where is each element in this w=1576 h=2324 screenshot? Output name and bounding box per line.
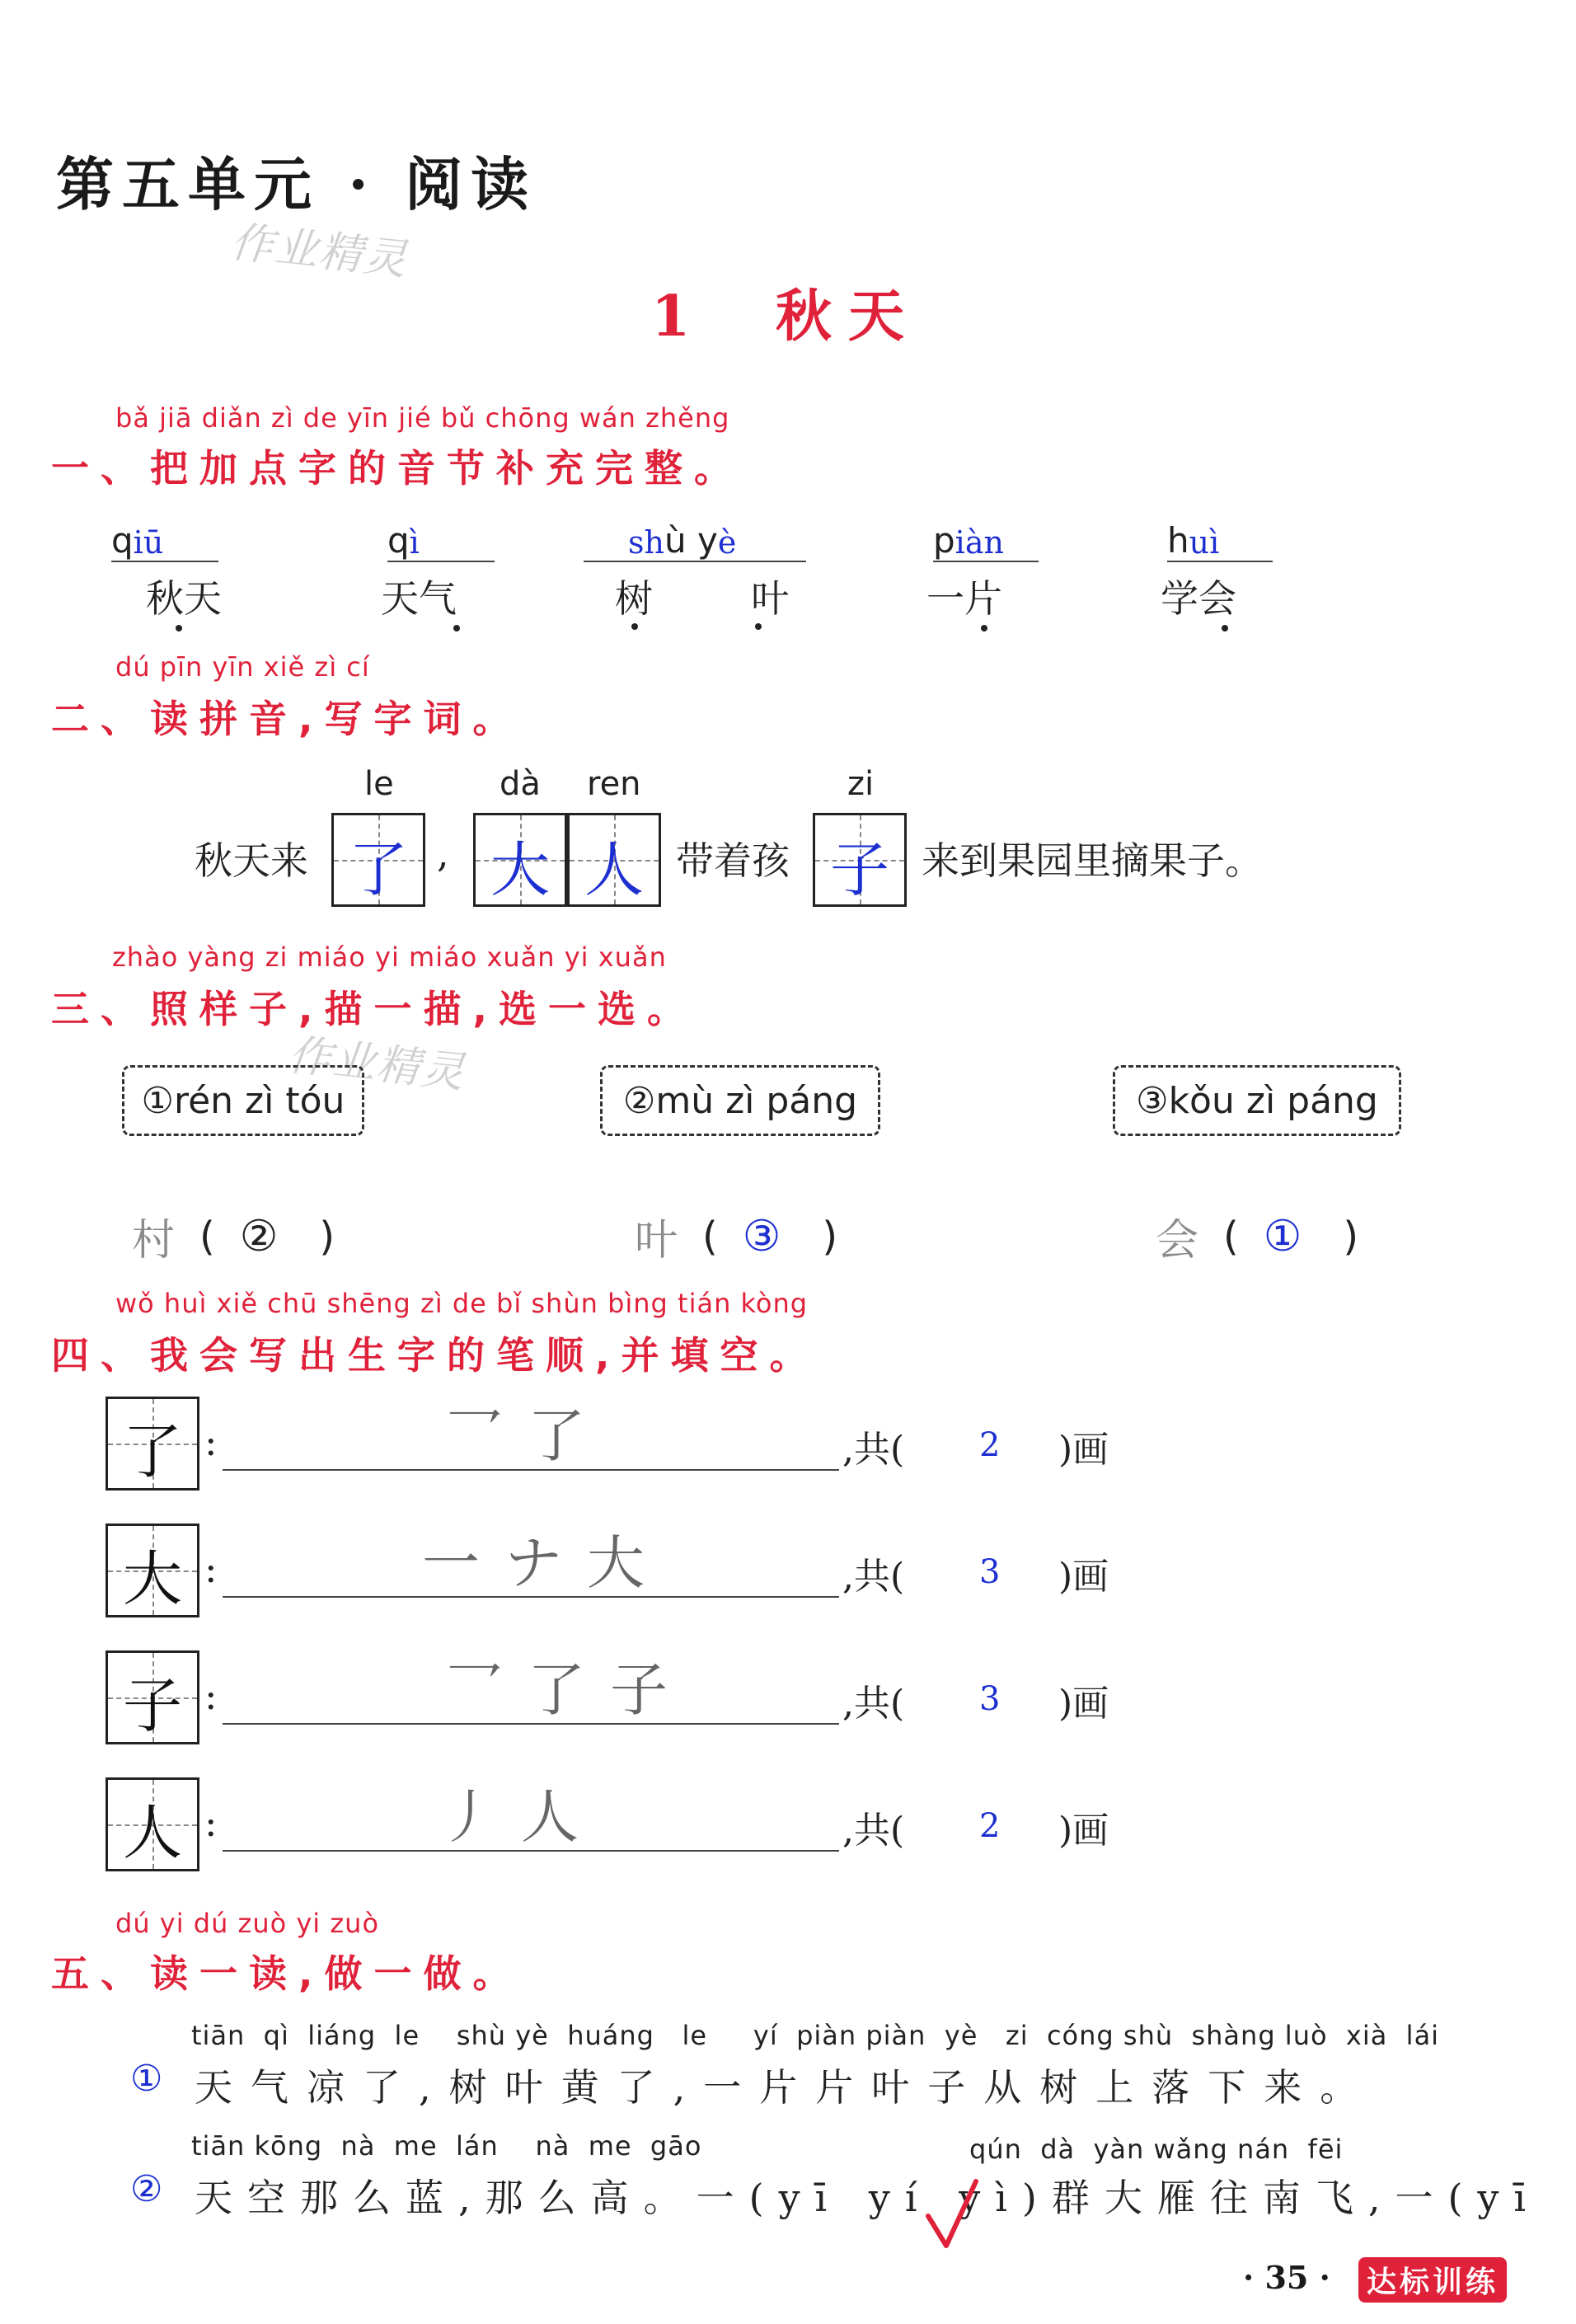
s3-pinyin: zhào yàng zi miáo yi miáo xuǎn yi xuǎn [112, 941, 667, 973]
s2-box-da: 大 [473, 813, 567, 907]
s4-strokes-1: 乛了 [445, 1402, 610, 1470]
s5-line1-num: ① [130, 2058, 163, 2100]
s4-hua-1: )画 [1058, 1429, 1109, 1471]
s3-option-1: ①rén zì tóu [122, 1065, 364, 1136]
s5-line2-pinyin: tiān kōng nà me lán nà me gāo [191, 2130, 702, 2162]
s4-char-box-4: 人 [106, 1777, 199, 1871]
s4-title: 四、我会写出生字的笔顺,并填空。 [51, 1333, 819, 1378]
s2-py-le: le [364, 765, 394, 803]
watermark: 作业精灵 [227, 217, 410, 286]
s4-count-4: 2 [979, 1807, 1001, 1845]
s1-item-2: q ì 天气 [387, 511, 495, 631]
s4-strokes-2: 一ナ大 [422, 1529, 669, 1597]
lesson-number: 1 [651, 284, 707, 350]
s4-strokes-4: 丿人 [439, 1783, 603, 1851]
s4-hua-2: )画 [1058, 1556, 1109, 1598]
s2-text-before: 秋天来 [195, 838, 308, 883]
unit-title: 第五单元 · 阅读 [56, 150, 537, 218]
s2-py-da: dà [500, 765, 541, 803]
s2-py-zi: zi [847, 765, 875, 803]
s4-gong-2: ,共( [842, 1556, 905, 1598]
s4-colon-2: : [204, 1547, 218, 1591]
s1-title: 一、把加点字的音节补充完整。 [51, 446, 743, 491]
s5-line1-text: 天气凉了,树叶黄了,一片片叶子从树上落下来。 [195, 2065, 1377, 2110]
s2-box-ren: 人 [567, 813, 661, 907]
check-mark-icon [923, 2176, 981, 2251]
s1-item-5: h uì 学会 [1167, 511, 1273, 631]
s2-text-middle: 带着孩 [676, 838, 790, 883]
brand-badge: 达标训练 [1358, 2257, 1507, 2303]
s4-count-2: 3 [979, 1553, 1001, 1591]
s1-item-3: sh ù y è 树 叶 [584, 511, 814, 630]
s4-gong-1: ,共( [842, 1429, 905, 1471]
s5-line2-text: 天空那么蓝,那么高。一(yī yí yì)群大雁往南飞,一(yī [195, 2176, 1541, 2220]
s2-comma: , [437, 831, 449, 876]
s3-title: 三、照样子,描一描,选一选。 [51, 987, 697, 1031]
s4-gong-3: ,共( [842, 1683, 905, 1725]
s2-title: 二、读拼音,写字词。 [51, 697, 523, 741]
s2-box-le: 了 [331, 813, 425, 907]
s4-colon-3: : [204, 1674, 218, 1718]
s5-line2-num: ② [130, 2168, 163, 2210]
s4-strokes-3: 乛了子 [445, 1656, 692, 1724]
page-number: · 35 · [1243, 2259, 1330, 2296]
s4-hua-4: )画 [1058, 1810, 1109, 1852]
s4-count-3: 3 [979, 1680, 1001, 1718]
s4-pinyin: wǒ huì xiě chū shēng zì de bǐ shùn bìng tián kòng [115, 1288, 809, 1319]
s2-py-ren: ren [587, 765, 641, 803]
s1-pinyin: bǎ jiā diǎn zì de yīn jié bǔ chōng wán zhěng [115, 402, 730, 434]
s5-line2-pinyin-b: qún dà yàn wǎng nán fēi [969, 2134, 1344, 2165]
s2-box-zi: 子 [813, 813, 907, 907]
s3-option-2: ②mù zì páng [600, 1065, 880, 1136]
s3-option-3: ③kǒu zì páng [1113, 1065, 1401, 1136]
lesson-title [651, 272, 921, 352]
s5-title: 五、读一读,做一做。 [51, 1951, 523, 1996]
s4-char-box-1: 了 [106, 1397, 199, 1491]
s1-item-4: p iàn 一片 [933, 511, 1039, 631]
s4-gong-4: ,共( [842, 1810, 905, 1852]
lesson-name: 秋天 [776, 284, 922, 350]
s4-char-box-3: 子 [106, 1650, 199, 1744]
s1-item-1: q iū 秋天 [111, 511, 222, 631]
s5-pinyin: dú yi dú zuò yi zuò [115, 1908, 380, 1939]
s4-colon-1: : [204, 1420, 218, 1464]
s3-answer-3: 会 ( ① ) [1156, 1211, 1359, 1265]
s5-line1-pinyin: tiān qì liáng le shù yè huáng le yí piàn piàn yè zi cóng shù shàng luò xià lái [191, 2020, 1440, 2051]
s2-pinyin: dú pīn yīn xiě zì cí [115, 651, 370, 683]
s4-char-box-2: 大 [106, 1524, 199, 1617]
s2-text-after: 来到果园里摘果子。 [922, 838, 1263, 883]
s4-count-1: 2 [979, 1426, 1001, 1464]
s3-answer-1: 村 ( ② ) [132, 1211, 335, 1265]
s4-colon-4: : [204, 1801, 218, 1845]
s3-answer-2: 叶 ( ③ ) [635, 1211, 838, 1265]
watermark-2: 作业精灵 [285, 1030, 468, 1099]
s4-hua-3: )画 [1058, 1683, 1109, 1725]
